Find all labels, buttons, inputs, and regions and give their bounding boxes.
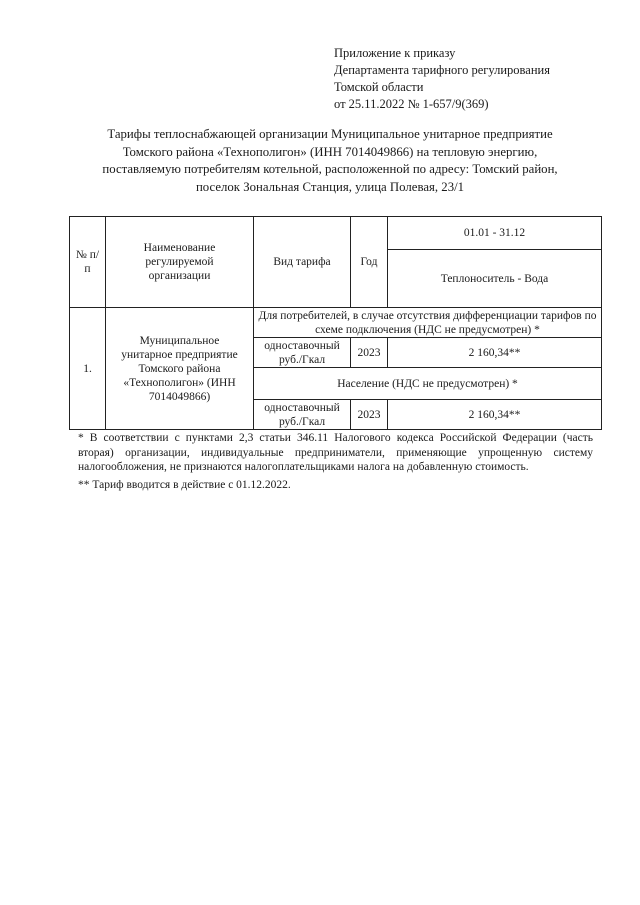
document-title [60, 126, 600, 196]
tariff-type-cell: одноставочный руб./Гкал [254, 338, 351, 368]
header-year: Год [351, 217, 388, 308]
appendix-order-line: от 25.11.2022 № 1-657/9(369) [334, 97, 489, 111]
table-row [70, 308, 602, 338]
footnote-vat: * В соответствии с пунктами 2,3 статьи 346.11 Налогового кодекса Российской Федерации (часть вторая) организации, индивидуальные предприниматели, применяющие упрощенную систему налогообложения, не признаются налогоплательщиками налога на добавленную стоимость. [78, 432, 593, 474]
appendix-line: Департамента тарифного регулирования [334, 63, 550, 77]
title-line: Томского района «Технополигон» (ИНН 7014049866) на тепловую энергию, [122, 144, 538, 159]
tariff-table [69, 216, 602, 430]
tariff-value-cell: 2 160,34** [388, 338, 602, 368]
footnote-effective-date: ** Тариф вводится в действие с 01.12.2022. [78, 478, 291, 491]
year-cell: 2023 [351, 400, 388, 430]
header-row [70, 217, 602, 250]
header-org: Наименование регулируемой организации [106, 217, 254, 308]
footnotes [78, 431, 593, 495]
header-tariff-type: Вид тарифа [254, 217, 351, 308]
header-num: № п/п [70, 217, 106, 308]
appendix-line: Томской области [334, 80, 424, 94]
appendix-line: Приложение к приказу [334, 46, 456, 60]
title-line: Тарифы теплоснабжающей организации Муниципальное унитарное предприятие [107, 127, 553, 141]
year-cell: 2023 [351, 338, 388, 368]
section-label: Для потребителей, в случае отсутствия дифференциации тарифов по схеме подключения (НДС не предусмотрен) * [254, 308, 602, 338]
title-line: поселок Зональная Станция, улица Полевая, 23/1 [195, 179, 465, 194]
appendix-header [334, 45, 550, 113]
tariff-type-cell: одноставочный руб./Гкал [254, 400, 351, 430]
row-org: Муниципальное унитарное предприятие Томского района «Технополигон» (ИНН 7014049866) [106, 308, 254, 430]
section-label: Население (НДС не предусмотрен) * [254, 368, 602, 400]
header-carrier: Теплоноситель - Вода [388, 250, 602, 308]
tariff-value-cell: 2 160,34** [388, 400, 602, 430]
title-line: поставляемую потребителям котельной, расположенной по адресу: Томский район, [102, 162, 558, 176]
row-num: 1. [70, 308, 106, 430]
header-period: 01.01 - 31.12 [388, 217, 602, 250]
